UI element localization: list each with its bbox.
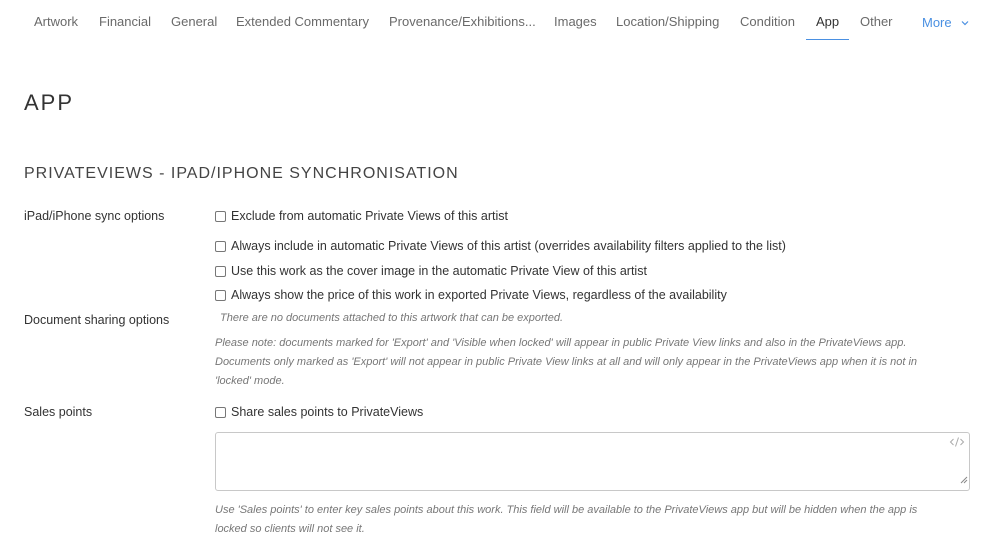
always-show-price-checkbox[interactable] — [215, 290, 226, 301]
always-include-checkbox[interactable] — [215, 241, 226, 252]
exclude-auto-checkbox-row[interactable] — [215, 209, 508, 223]
section-title: PRIVATEVIEWS - IPAD/IPHONE SYNCHRONISATION — [24, 165, 459, 182]
sales-points-help-line-2: locked so clients will not see it. — [215, 523, 365, 535]
exclude-auto-label: Exclude from automatic Private Views of this artist — [231, 209, 508, 223]
share-sales-points-label: Share sales points to PrivateViews — [231, 405, 424, 419]
tab-condition[interactable]: Condition — [740, 14, 795, 29]
tab-artwork[interactable]: Artwork — [34, 14, 79, 29]
page-title: APP — [24, 90, 75, 115]
exclude-auto-checkbox[interactable] — [215, 211, 226, 222]
sales-points-label: Sales points — [24, 405, 93, 419]
always-include-label: Always include in automatic Private Views of this artist (overrides availability filters applied to the list) — [231, 239, 786, 253]
tab-other[interactable]: Other — [860, 14, 893, 29]
share-sales-points-checkbox-row[interactable] — [215, 405, 423, 419]
chevron-down-icon — [961, 14, 969, 29]
always-show-price-checkbox-row[interactable] — [215, 288, 727, 302]
documents-note-line-3: 'locked' mode. — [215, 375, 285, 387]
no-documents-note: There are no documents attached to this artwork that can be exported. — [220, 312, 564, 324]
tab-location-shipping[interactable]: Location/Shipping — [616, 14, 720, 29]
documents-note-line-1: Please note: documents marked for 'Export' and 'Visible when locked' will appear in public Private View links and also in the PrivateViews app. — [215, 337, 907, 349]
more-label: More — [922, 15, 952, 30]
tab-provenance-exhibitions[interactable]: Provenance/Exhibitions... — [389, 14, 536, 29]
tab-financial[interactable]: Financial — [99, 14, 152, 29]
sync-options-label: iPad/iPhone sync options — [24, 209, 165, 223]
tab-general[interactable]: General — [171, 14, 218, 29]
sales-points-textarea[interactable] — [215, 432, 970, 491]
share-sales-points-checkbox[interactable] — [215, 407, 226, 418]
tab-images[interactable]: Images — [554, 14, 597, 29]
always-include-checkbox-row[interactable] — [215, 239, 786, 253]
tab-app[interactable]: App — [806, 14, 849, 40]
sales-points-help-line-1: Use 'Sales points' to enter key sales points about this work. This field will be available to the PrivateViews app but will be hidden when the app is — [215, 504, 918, 516]
resize-handle-icon[interactable] — [960, 471, 968, 489]
more-menu-button[interactable] — [912, 14, 979, 39]
code-view-icon[interactable] — [949, 435, 965, 453]
tab-bar — [0, 0, 996, 44]
cover-image-label: Use this work as the cover image in the automatic Private View of this artist — [231, 264, 647, 278]
documents-note-line-2: Documents only marked as 'Export' will not appear in public Private View links at all and will only appear in the PrivateViews app when it is not in — [215, 356, 918, 368]
document-sharing-label: Document sharing options — [24, 313, 170, 327]
always-show-price-label: Always show the price of this work in exported Private Views, regardless of the availability — [231, 288, 727, 302]
cover-image-checkbox[interactable] — [215, 266, 226, 277]
tab-extended-commentary[interactable]: Extended Commentary — [236, 14, 369, 29]
cover-image-checkbox-row[interactable] — [215, 264, 647, 278]
